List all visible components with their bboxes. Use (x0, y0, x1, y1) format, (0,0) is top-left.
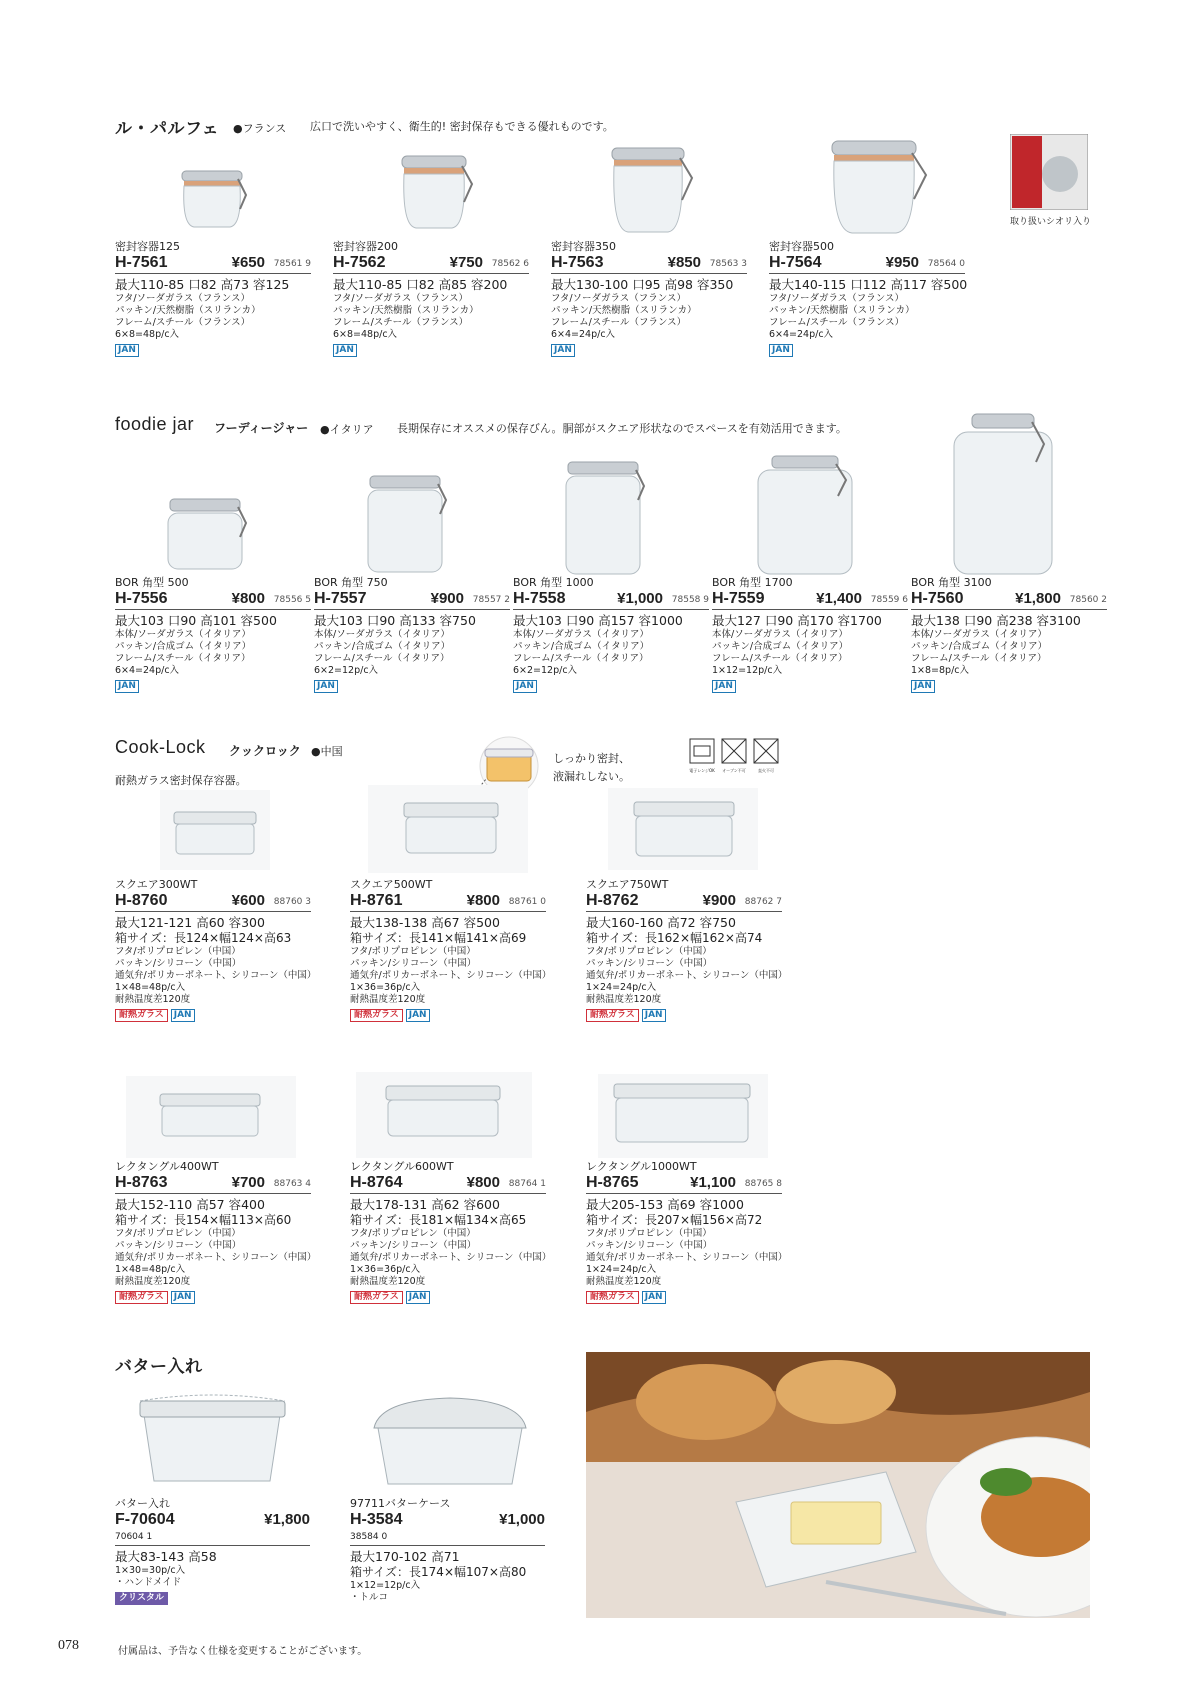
container-image-rect-400 (126, 1076, 296, 1158)
product-h-7564 (769, 240, 968, 357)
butter-title: バター入れ (115, 1357, 203, 1377)
jan-code: 88763 4 (273, 1179, 311, 1189)
jan-code: 88761 0 (508, 897, 546, 907)
spec-line: 本体/ソーダガラス（イタリア） (314, 629, 450, 640)
product-name: スクエア300WT (115, 878, 198, 891)
product-name: 密封容器500 (769, 240, 834, 253)
butter-dish-image (130, 1385, 295, 1493)
jan-code: 88764 1 (508, 1179, 546, 1189)
product-name: BOR 角型 500 (115, 576, 189, 589)
product-price: ¥1,800 (1015, 590, 1061, 607)
spec-line: フタ/ソーダガラス（フランス） (769, 293, 904, 304)
spec-line: 6×8=48p/c入 (115, 329, 180, 340)
box-size: 箱サイズ：長207×幅156×高72 (586, 1213, 763, 1227)
product-name: BOR 角型 3100 (911, 576, 992, 589)
jar-image-125 (172, 165, 252, 235)
spec-line: 6×4=24p/c入 (115, 665, 180, 676)
jan-badge: JAN (115, 680, 139, 693)
foodie-title-text: foodie jar (115, 414, 195, 434)
spec-line: フレーム/スチール（イタリア） (314, 653, 450, 664)
jan-badge: JAN (406, 1009, 430, 1022)
jar-image-bor-3100 (948, 410, 1058, 578)
spec-line: 耐熱温度差120度 (586, 1276, 662, 1287)
product-dims: 最大103 口90 高133 容750 (314, 613, 476, 628)
spec-line: 6×8=48p/c入 (333, 329, 398, 340)
spec-line: 通気弁/ポリカーボネート、シリコーン（中国） (586, 970, 788, 981)
spec-line: 本体/ソーダガラス（イタリア） (513, 629, 649, 640)
spec-line: パッキン/シリコーン（中国） (586, 958, 713, 969)
product-price: ¥1,100 (690, 1174, 736, 1191)
foodie-subtitle: フーディージャー (214, 421, 309, 435)
spec-line: パッキン/合成ゴム（イタリア） (513, 641, 650, 652)
product-price: ¥900 (702, 892, 736, 909)
heat-resistant-badge: 耐熱ガラス (115, 1291, 168, 1304)
parfait-title: ル・パルフェ (115, 119, 220, 139)
product-code: H-7560 (911, 590, 964, 607)
footer-note: 付属品は、予告なく仕様を変更することがございます。 (118, 1646, 368, 1657)
product-code: H-7557 (314, 590, 367, 607)
spec-line: パッキン/天然樹脂（スリランカ） (769, 305, 915, 316)
product-name: バター入れ (115, 1497, 170, 1510)
cooklock-title-text: Cook-Lock (115, 737, 206, 757)
jan-badge: JAN (911, 680, 935, 693)
jan-code: 78558 9 (671, 595, 709, 605)
product-code: H-7558 (513, 590, 566, 607)
product-code: H-8762 (586, 892, 639, 909)
product-price: ¥900 (430, 590, 464, 607)
spec-line: フレーム/スチール（イタリア） (911, 653, 1047, 664)
product-price: ¥1,000 (617, 590, 663, 607)
product-dims: 最大140-115 口112 高117 容500 (769, 277, 968, 292)
jan-code: 78560 2 (1069, 595, 1107, 605)
jar-image-bor-1000 (558, 458, 648, 578)
box-size: 箱サイズ：長181×幅134×高65 (350, 1213, 527, 1227)
callout-line: 液漏れしない。 (553, 770, 630, 783)
jan-code: 70604 1 (115, 1531, 310, 1546)
cooklock-subtitle: クックロック (229, 744, 301, 758)
container-image-rect-600 (356, 1072, 532, 1158)
product-price: ¥750 (449, 254, 483, 271)
product-name: スクエア750WT (586, 878, 669, 891)
spec-line: 通気弁/ポリカーボネート、シリコーン（中国） (115, 1252, 317, 1263)
parfait-origin: ●フランス (233, 122, 287, 135)
product-code: F-70604 (115, 1511, 175, 1528)
jan-code: 78563 3 (709, 259, 747, 269)
product-dims: 最大110-85 口82 高85 容200 (333, 277, 508, 292)
product-dims: 最大83-143 高58 (115, 1549, 217, 1564)
jan-code: 78562 6 (491, 259, 529, 269)
jan-badge: JAN (769, 344, 793, 357)
product-code: H-7564 (769, 254, 822, 271)
jan-badge: JAN (406, 1291, 430, 1304)
product-h-7557 (314, 576, 510, 693)
jan-badge: JAN (171, 1291, 195, 1304)
spec-line: フレーム/スチール（イタリア） (115, 653, 251, 664)
product-name: 密封容器350 (551, 240, 616, 253)
spec-line: パッキン/天然樹脂（スリランカ） (333, 305, 479, 316)
spec-line: 6×2=12p/c入 (314, 665, 379, 676)
spec-line: 1×8=8p/c入 (911, 665, 970, 676)
product-h-3584 (350, 1497, 545, 1604)
callout-line: しっかり密封、 (553, 752, 630, 765)
oven-ng-icon (720, 738, 748, 774)
product-dims: 最大152-110 高57 容400 (115, 1197, 265, 1212)
spec-line: フタ/ポリプロピレン（中国） (586, 946, 712, 957)
product-dims: 最大127 口90 高170 容1700 (712, 613, 882, 628)
product-code: H-8763 (115, 1174, 168, 1191)
product-code: H-7556 (115, 590, 168, 607)
spec-line: フレーム/スチール（イタリア） (513, 653, 649, 664)
spec-line: パッキン/シリコーン（中国） (586, 1240, 713, 1251)
product-code: H-8764 (350, 1174, 403, 1191)
product-name: スクエア500WT (350, 878, 433, 891)
jar-image-bor-500 (160, 495, 250, 575)
foodie-title (115, 414, 194, 435)
spec-line: フレーム/スチール（フランス） (551, 317, 687, 328)
product-h-8764 (350, 1160, 552, 1304)
product-price: ¥600 (231, 892, 265, 909)
product-code: H-8760 (115, 892, 168, 909)
spec-line: 1×36=36p/c入 (350, 1264, 421, 1275)
jan-code: 78561 9 (273, 259, 311, 269)
spec-line: パッキン/シリコーン（中国） (350, 1240, 477, 1251)
spec-line: パッキン/合成ゴム（イタリア） (911, 641, 1048, 652)
usage-icons (688, 738, 780, 774)
spec-line: 6×4=24p/c入 (769, 329, 834, 340)
product-name: BOR 角型 750 (314, 576, 388, 589)
product-name: BOR 角型 1700 (712, 576, 793, 589)
product-code: H-8761 (350, 892, 403, 909)
cooklock-origin: ●中国 (311, 745, 343, 758)
butter-case-image (362, 1388, 537, 1493)
spec-line: パッキン/合成ゴム（イタリア） (115, 641, 252, 652)
spec-line: 1×48=48p/c入 (115, 1264, 186, 1275)
product-code: H-3584 (350, 1511, 403, 1528)
icon-label: 電子レンジOK (689, 768, 715, 773)
instruction-insert-image (1010, 134, 1088, 210)
microwave-ok-icon (688, 738, 716, 774)
product-dims: 最大205-153 高69 容1000 (586, 1197, 744, 1212)
jan-badge: JAN (314, 680, 338, 693)
heat-resistant-badge: 耐熱ガラス (586, 1009, 639, 1022)
box-size: 箱サイズ：長162×幅162×高74 (586, 931, 763, 945)
icon-label: 直火不可 (758, 768, 774, 773)
crystal-badge: クリスタル (115, 1592, 168, 1605)
product-dims: 最大121-121 高60 容300 (115, 915, 265, 930)
container-image-rect-1000 (598, 1074, 768, 1158)
heat-resistant-badge: 耐熱ガラス (115, 1009, 168, 1022)
product-price: ¥800 (231, 590, 265, 607)
product-h-8765 (586, 1160, 788, 1304)
spec-line: パッキン/天然樹脂（スリランカ） (551, 305, 697, 316)
jar-image-200 (390, 150, 480, 235)
product-h-7558 (513, 576, 709, 693)
spec-line: 6×4=24p/c入 (551, 329, 616, 340)
spec-line: 1×12=12p/c入 (350, 1580, 421, 1591)
product-price: ¥1,400 (816, 590, 862, 607)
spec-line: 1×12=12p/c入 (712, 665, 783, 676)
spec-line: 6×2=12p/c入 (513, 665, 578, 676)
product-code: H-7561 (115, 254, 168, 271)
product-h-7560 (911, 576, 1107, 693)
jan-badge: JAN (513, 680, 537, 693)
spec-line: 1×36=36p/c入 (350, 982, 421, 993)
heat-resistant-badge: 耐熱ガラス (350, 1009, 403, 1022)
product-h-7563 (551, 240, 747, 357)
box-size: 箱サイズ：長174×幅107×高80 (350, 1565, 527, 1579)
box-size: 箱サイズ：長154×幅113×高60 (115, 1213, 292, 1227)
product-price: ¥950 (885, 254, 919, 271)
product-name: 密封容器125 (115, 240, 180, 253)
jan-code: 78556 5 (273, 595, 311, 605)
spec-line: パッキン/合成ゴム（イタリア） (712, 641, 849, 652)
product-h-8760 (115, 878, 317, 1022)
spec-line: フタ/ソーダガラス（フランス） (115, 293, 250, 304)
product-name: BOR 角型 1000 (513, 576, 594, 589)
container-image-square-500 (368, 785, 528, 873)
spec-line: 通気弁/ポリカーボネート、シリコーン（中国） (350, 1252, 552, 1263)
spec-line: 耐熱温度差120度 (586, 994, 662, 1005)
product-h-7562 (333, 240, 529, 357)
seal-callout (553, 750, 630, 786)
spec-line: フレーム/スチール（フランス） (115, 317, 251, 328)
insert-caption: 取り扱いシオリ入り (1010, 217, 1092, 227)
spec-line: フレーム/スチール（イタリア） (712, 653, 848, 664)
jan-badge: JAN (171, 1009, 195, 1022)
spec-line: パッキン/シリコーン（中国） (350, 958, 477, 969)
product-h-8762 (586, 878, 788, 1022)
spec-line: 通気弁/ポリカーボネート、シリコーン（中国） (350, 970, 552, 981)
spec-line: フタ/ポリプロピレン（中国） (350, 1228, 476, 1239)
jan-code: 78564 0 (927, 259, 965, 269)
spec-line: 通気弁/ポリカーボネート、シリコーン（中国） (115, 970, 317, 981)
product-code: H-7562 (333, 254, 386, 271)
product-dims: 最大178-131 高62 容600 (350, 1197, 500, 1212)
product-name: レクタングル1000WT (586, 1160, 697, 1173)
product-dims: 最大103 口90 高101 容500 (115, 613, 277, 628)
spec-line: 1×24=24p/c入 (586, 982, 657, 993)
jar-image-500 (820, 135, 935, 237)
spec-line: 耐熱温度差120度 (115, 1276, 191, 1287)
product-dims: 最大130-100 口95 高98 容350 (551, 277, 734, 292)
spec-line: フレーム/スチール（フランス） (333, 317, 469, 328)
product-name: 密封容器200 (333, 240, 398, 253)
spec-line: 本体/ソーダガラス（イタリア） (712, 629, 848, 640)
spec-line: フタ/ソーダガラス（フランス） (333, 293, 468, 304)
jan-badge: JAN (115, 344, 139, 357)
box-size: 箱サイズ：長124×幅124×高63 (115, 931, 292, 945)
product-h-7561 (115, 240, 311, 357)
spec-line: パッキン/合成ゴム（イタリア） (314, 641, 451, 652)
container-image-square-750 (608, 788, 758, 870)
butter-photo (586, 1352, 1090, 1618)
product-dims: 最大138 口90 高238 容3100 (911, 613, 1081, 628)
product-dims: 最大103 口90 高157 容1000 (513, 613, 683, 628)
spec-line: 1×48=48p/c入 (115, 982, 186, 993)
jan-badge: JAN (642, 1009, 666, 1022)
spec-line: 1×30=30p/c入 (115, 1565, 186, 1576)
spec-line: フタ/ポリプロピレン（中国） (350, 946, 476, 957)
direct-fire-ng-icon (752, 738, 780, 774)
jan-badge: JAN (642, 1291, 666, 1304)
product-h-7556 (115, 576, 311, 693)
product-price: ¥650 (231, 254, 265, 271)
jar-image-bor-750 (360, 472, 450, 577)
product-code: H-7559 (712, 590, 765, 607)
jar-image-bor-1700 (752, 452, 857, 578)
product-dims: 最大138-138 高67 容500 (350, 915, 500, 930)
product-f-70604 (115, 1497, 310, 1605)
product-name: 97711バターケース (350, 1497, 451, 1510)
jan-code: 88762 7 (744, 897, 782, 907)
product-dims: 最大160-160 高72 容750 (586, 915, 736, 930)
spec-line: 本体/ソーダガラス（イタリア） (115, 629, 251, 640)
spec-line: 耐熱温度差120度 (350, 1276, 426, 1287)
heat-resistant-badge: 耐熱ガラス (350, 1291, 403, 1304)
icon-label: オーブン不可 (722, 768, 746, 773)
spec-line: 通気弁/ポリカーボネート、シリコーン（中国） (586, 1252, 788, 1263)
product-price: ¥1,800 (264, 1511, 310, 1528)
jan-code: 88765 8 (744, 1179, 782, 1189)
cooklock-title (115, 737, 206, 758)
jan-code: 88760 3 (273, 897, 311, 907)
spec-line: フレーム/スチール（フランス） (769, 317, 905, 328)
page-number: 078 (58, 1638, 79, 1653)
product-price: ¥700 (231, 1174, 265, 1191)
spec-line: ・トルコ (350, 1592, 389, 1603)
product-dims: 最大110-85 口82 高73 容125 (115, 277, 290, 292)
spec-line: フタ/ポリプロピレン（中国） (586, 1228, 712, 1239)
jan-badge: JAN (551, 344, 575, 357)
spec-line: フタ/ソーダガラス（フランス） (551, 293, 686, 304)
spec-line: フタ/ポリプロピレン（中国） (115, 946, 241, 957)
spec-line: パッキン/シリコーン（中国） (115, 958, 242, 969)
jan-code: 78557 2 (472, 595, 510, 605)
jan-code: 78559 6 (870, 595, 908, 605)
spec-line: 耐熱温度差120度 (115, 994, 191, 1005)
spec-line: 1×24=24p/c入 (586, 1264, 657, 1275)
product-price: ¥800 (466, 892, 500, 909)
product-h-7559 (712, 576, 908, 693)
spec-line: ・ハンドメイド (115, 1577, 182, 1588)
heat-resistant-badge: 耐熱ガラス (586, 1291, 639, 1304)
foodie-desc: 長期保存にオススメの保存びん。胴部がスクエア形状なのでスペースを有効活用できます。 (397, 422, 847, 435)
jar-image-350 (600, 142, 700, 237)
spec-line: パッキン/天然樹脂（スリランカ） (115, 305, 261, 316)
product-code: H-8765 (586, 1174, 639, 1191)
spec-line: フタ/ポリプロピレン（中国） (115, 1228, 241, 1239)
spec-line: パッキン/シリコーン（中国） (115, 1240, 242, 1251)
cooklock-desc: 耐熱ガラス密封保存容器。 (115, 774, 247, 787)
product-dims: 最大170-102 高71 (350, 1549, 460, 1564)
product-price: ¥800 (466, 1174, 500, 1191)
box-size: 箱サイズ：長141×幅141×高69 (350, 931, 527, 945)
product-h-8761 (350, 878, 552, 1022)
product-price: ¥850 (667, 254, 701, 271)
jan-badge: JAN (333, 344, 357, 357)
parfait-desc: 広口で洗いやすく、衛生的! 密封保存もできる優れものです。 (310, 120, 614, 133)
foodie-origin: ●イタリア (320, 423, 374, 436)
product-code: H-7563 (551, 254, 604, 271)
jan-code: 38584 0 (350, 1531, 545, 1546)
spec-line: 本体/ソーダガラス（イタリア） (911, 629, 1047, 640)
product-name: レクタングル400WT (115, 1160, 219, 1173)
container-image-square-300 (160, 790, 270, 870)
spec-line: 耐熱温度差120度 (350, 994, 426, 1005)
jan-badge: JAN (712, 680, 736, 693)
product-name: レクタングル600WT (350, 1160, 454, 1173)
product-price: ¥1,000 (499, 1511, 545, 1528)
product-h-8763 (115, 1160, 317, 1304)
